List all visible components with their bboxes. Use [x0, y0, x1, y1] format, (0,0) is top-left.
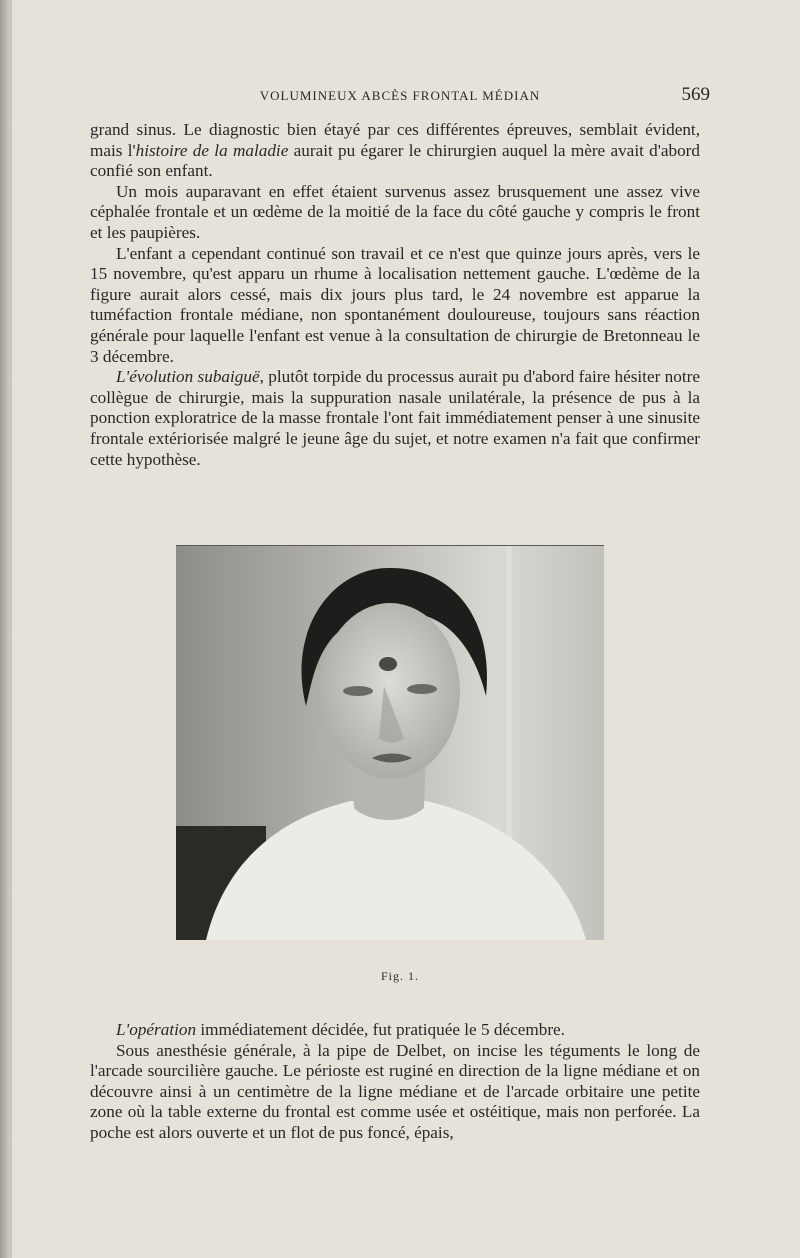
page-header	[90, 84, 710, 108]
figure-photo	[176, 545, 604, 940]
text-run: immédiatement décidée, fut pratiquée le 5 décembre.	[196, 1020, 565, 1039]
italic-text: L'évolution subaiguë	[116, 367, 260, 387]
running-title: VOLUMINEUX ABCÈS FRONTAL MÉDIAN	[259, 88, 541, 103]
book-binding	[0, 0, 10, 1258]
paragraph	[90, 367, 700, 470]
portrait-photograph	[176, 546, 604, 940]
text-block-bottom	[90, 1020, 700, 1144]
paragraph: L'enfant a cependant continué son travail et ce n'est que quinze jours après, vers le 15 novembre, qu'est apparu un rhume à localisation nettement gauche. L'œdème de la figure aurait alors cessé, mais dix jours plus tard, le 24 novembre est apparue la tuméfaction frontale médiane, non spontanément douloureuse, toujours sans réaction générale pour laquelle l'enfant est venue à la consultation de chirurgie de Bretonneau le 3 décembre.	[90, 243, 700, 366]
page-edge	[10, 0, 12, 1258]
paragraph: Sous anesthésie générale, à la pipe de Delbet, on incise les téguments le long de l'arcade sourcilière gauche. Le périoste est ruginé en direction de la ligne médiane et on découvre ainsi à un centimètre de la ligne médiane et de l'arcade orbitaire une petite zone où la table externe du frontal est comme usée et ostéitique, mais non perforée. La poche est alors ouverte et un flot de pus foncé, épais,	[90, 1040, 700, 1142]
page-number: 569	[681, 84, 710, 105]
text-run: , plutôt torpide du processus aurait pu d'abord faire hésiter notre collègue de chirurgie, mais la suppuration nasale unilatérale, la présence de pus à la ponction exploratrice de la masse frontale l'ont fait immédiatement penser à une sinusite frontale extériorisée malgré le jeune âge du sujet, et notre examen n'a fait que confirmer cette hypothèse.	[90, 367, 700, 469]
text-block-top	[90, 120, 700, 470]
paragraph: Un mois auparavant en effet étaient survenus assez brusquement une assez vive céphalée frontale et un œdème de la moitié de la face du côté gauche y compris le front et les paupières.	[90, 181, 700, 242]
figure-caption: Fig. 1.	[380, 969, 419, 983]
italic-text: L'opération	[116, 1020, 197, 1039]
text-run: grand sinus. Le diagnostic bien étayé par ces différentes épreuves, semblait évident, mais l'	[90, 120, 700, 160]
italic-text: histoire de la maladie	[135, 140, 289, 160]
paragraph	[90, 1020, 700, 1041]
paragraph	[90, 120, 700, 182]
text-run: aurait pu égarer le chirurgien auquel la mère avait d'abord confié son enfant.	[90, 140, 700, 181]
